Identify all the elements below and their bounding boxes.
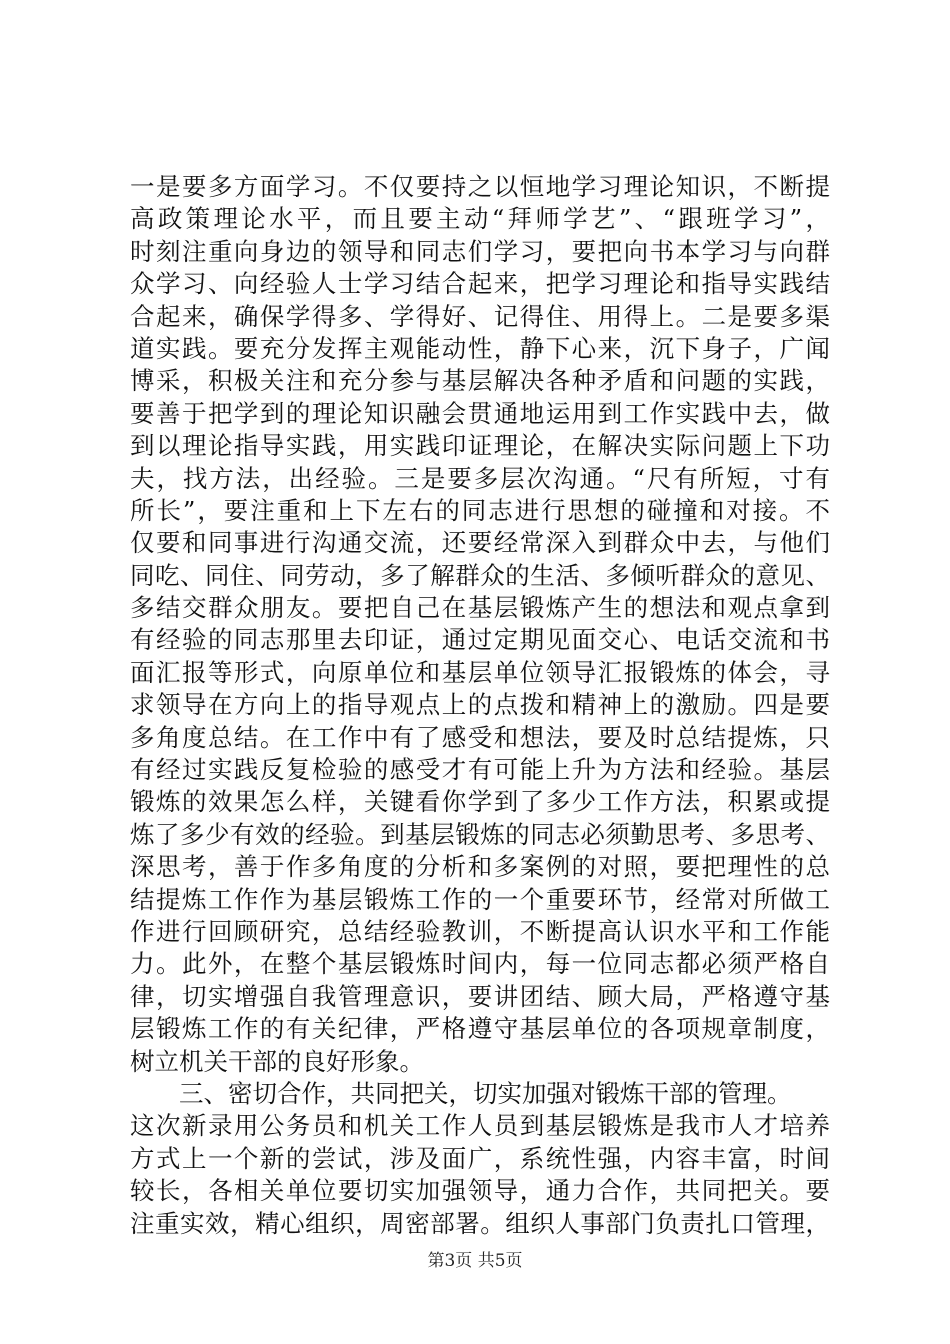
text-line: 合起来，确保学得多、学得好、记得住、用得上。二是要多渠 bbox=[130, 301, 830, 331]
text-line: 道实践。要充分发挥主观能动性，静下心来，沉下身子，广闻 bbox=[130, 333, 830, 363]
text-line: 众学习、向经验人士学习结合起来，把学习理论和指导实践结 bbox=[130, 269, 830, 299]
text-line: 结提炼工作作为基层锻炼工作的一个重要环节，经常对所做工 bbox=[130, 884, 830, 914]
text-line: 力。此外，在整个基层锻炼时间内，每一位同志都必须严格自 bbox=[130, 949, 830, 979]
section-heading: 三、密切合作，共同把关，切实加强对锻炼干部的管理。 bbox=[179, 1078, 792, 1108]
text-line: 炼了多少有效的经验。到基层锻炼的同志必须勤思考、多思考、 bbox=[130, 819, 830, 849]
body-text bbox=[130, 171, 830, 1240]
text-line: 一是要多方面学习。不仅要持之以恒地学习理论知识，不断提 bbox=[130, 172, 830, 201]
text-line: 要善于把学到的理论知识融会贯通地运用到工作实践中去，做 bbox=[130, 398, 830, 428]
text-line: 有经过实践反复检验的感受才有可能上升为方法和经验。基层 bbox=[130, 755, 830, 785]
text-line: 层锻炼工作的有关纪律，严格遵守基层单位的各项规章制度， bbox=[130, 1014, 830, 1044]
text-line: 作进行回顾研究，总结经验教训，不断提高认识水平和工作能 bbox=[130, 916, 830, 946]
text-line: 深思考，善于作多角度的分析和多案例的对照，要把理性的总 bbox=[130, 852, 830, 882]
text-line: 博采，积极关注和充分参与基层解决各种矛盾和问题的实践， bbox=[130, 366, 830, 396]
text-line: 有经验的同志那里去印证，通过定期见面交心、电话交流和书 bbox=[130, 625, 830, 655]
text-line: 方式上一个新的尝试，涉及面广，系统性强，内容丰富，时间 bbox=[130, 1143, 830, 1173]
text-line: 较长，各相关单位要切实加强领导，通力合作，共同把关。要 bbox=[130, 1176, 830, 1206]
text-line: 多角度总结。在工作中有了感受和想法，要及时总结提炼，只 bbox=[130, 722, 830, 752]
text-line: 多结交群众朋友。要把自己在基层锻炼产生的想法和观点拿到 bbox=[130, 593, 830, 623]
page-number-footer: 第3页 共5页 bbox=[427, 1251, 523, 1271]
text-line: 求领导在方向上的指导观点上的点拨和精神上的激励。四是要 bbox=[130, 690, 830, 720]
text-line: 树立机关干部的良好形象。 bbox=[130, 1046, 424, 1076]
text-line: 锻炼的效果怎么样，关键看你学到了多少工作方法，积累或提 bbox=[130, 787, 830, 817]
text-line: 注重实效，精心组织，周密部署。组织人事部门负责扎口管理， bbox=[130, 1208, 830, 1238]
text-line: 面汇报等形式，向原单位和基层单位领导汇报锻炼的体会，寻 bbox=[130, 657, 830, 687]
text-line: 所长”，要注重和上下左右的同志进行思想的碰撞和对接。不 bbox=[130, 495, 830, 525]
text-line: 仅要和同事进行沟通交流，还要经常深入到群众中去，与他们 bbox=[130, 528, 830, 558]
text-line: 夫，找方法，出经验。三是要多层次沟通。“尺有所短，寸有 bbox=[130, 463, 830, 493]
text-line: 同吃、同住、同劳动，多了解群众的生活、多倾听群众的意见、 bbox=[130, 560, 830, 590]
text-line: 这次新录用公务员和机关工作人员到基层锻炼是我市人才培养 bbox=[130, 1111, 830, 1141]
text-line: 律，切实增强自我管理意识，要讲团结、顾大局，严格遵守基 bbox=[130, 981, 830, 1011]
text-line: 到以理论指导实践，用实践印证理论，在解决实际问题上下功 bbox=[130, 431, 830, 461]
text-line: 时刻注重向身边的领导和同志们学习，要把向书本学习与向群 bbox=[130, 236, 830, 266]
text-line: 高政策理论水平，而且要主动“拜师学艺”、“跟班学习”， bbox=[130, 204, 830, 234]
